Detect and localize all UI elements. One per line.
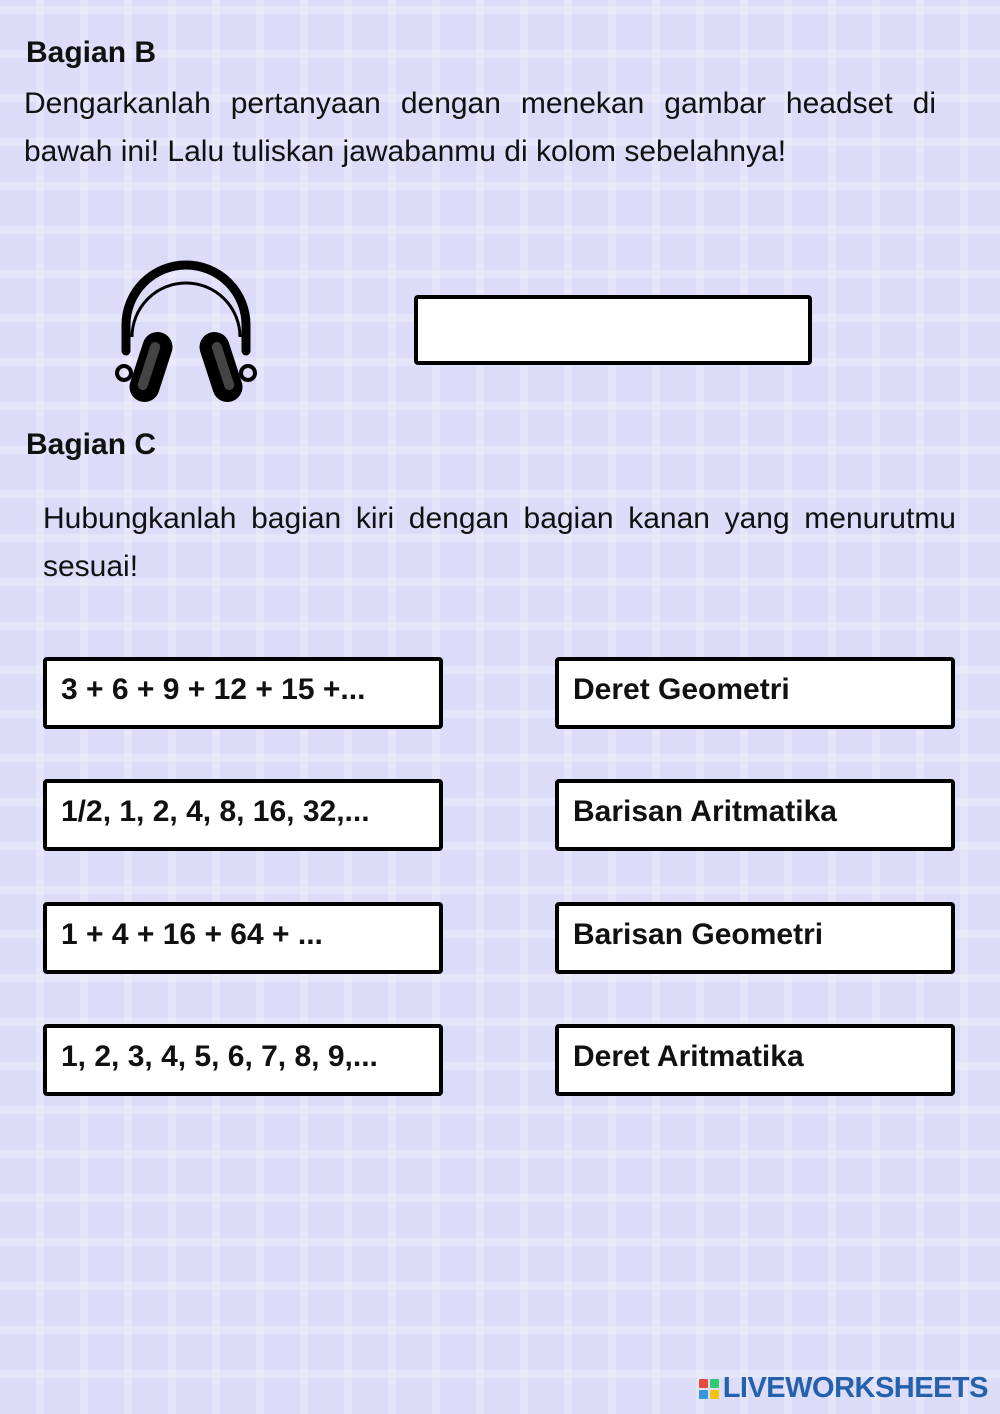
section-b-instruction: Dengarkanlah pertanyaan dengan menekan gambar headset di bawah ini! Lalu tuliskan jawabanmu di kolom sebelahnya! — [24, 87, 936, 168]
match-left-item-3[interactable]: 1 + 4 + 16 + 64 + ... — [43, 902, 443, 974]
section-c-instruction: Hubungkanlah bagian kiri dengan bagian kanan yang menurutmu sesuai! — [43, 502, 956, 583]
match-right-item-3[interactable]: Barisan Geometri — [555, 902, 955, 974]
section-b-heading: Bagian B — [26, 36, 157, 69]
match-left-item-1[interactable]: 3 + 6 + 9 + 12 + 15 +... — [43, 657, 443, 729]
liveworksheets-logo — [699, 1372, 988, 1405]
logo-text: LIVEWORKSHEETS — [722, 1372, 988, 1404]
match-right-item-2[interactable]: Barisan Aritmatika — [555, 779, 955, 851]
match-right-item-1[interactable]: Deret Geometri — [555, 657, 955, 729]
match-right-item-4[interactable]: Deret Aritmatika — [555, 1024, 955, 1096]
section-c-heading: Bagian C — [26, 428, 157, 461]
logo-mark-icon — [699, 1379, 719, 1399]
answer-input[interactable] — [414, 295, 812, 365]
match-left-item-2[interactable]: 1/2, 1, 2, 4, 8, 16, 32,... — [43, 779, 443, 851]
match-left-item-4[interactable]: 1, 2, 3, 4, 5, 6, 7, 8, 9,... — [43, 1024, 443, 1096]
headphones-icon[interactable] — [110, 255, 262, 407]
